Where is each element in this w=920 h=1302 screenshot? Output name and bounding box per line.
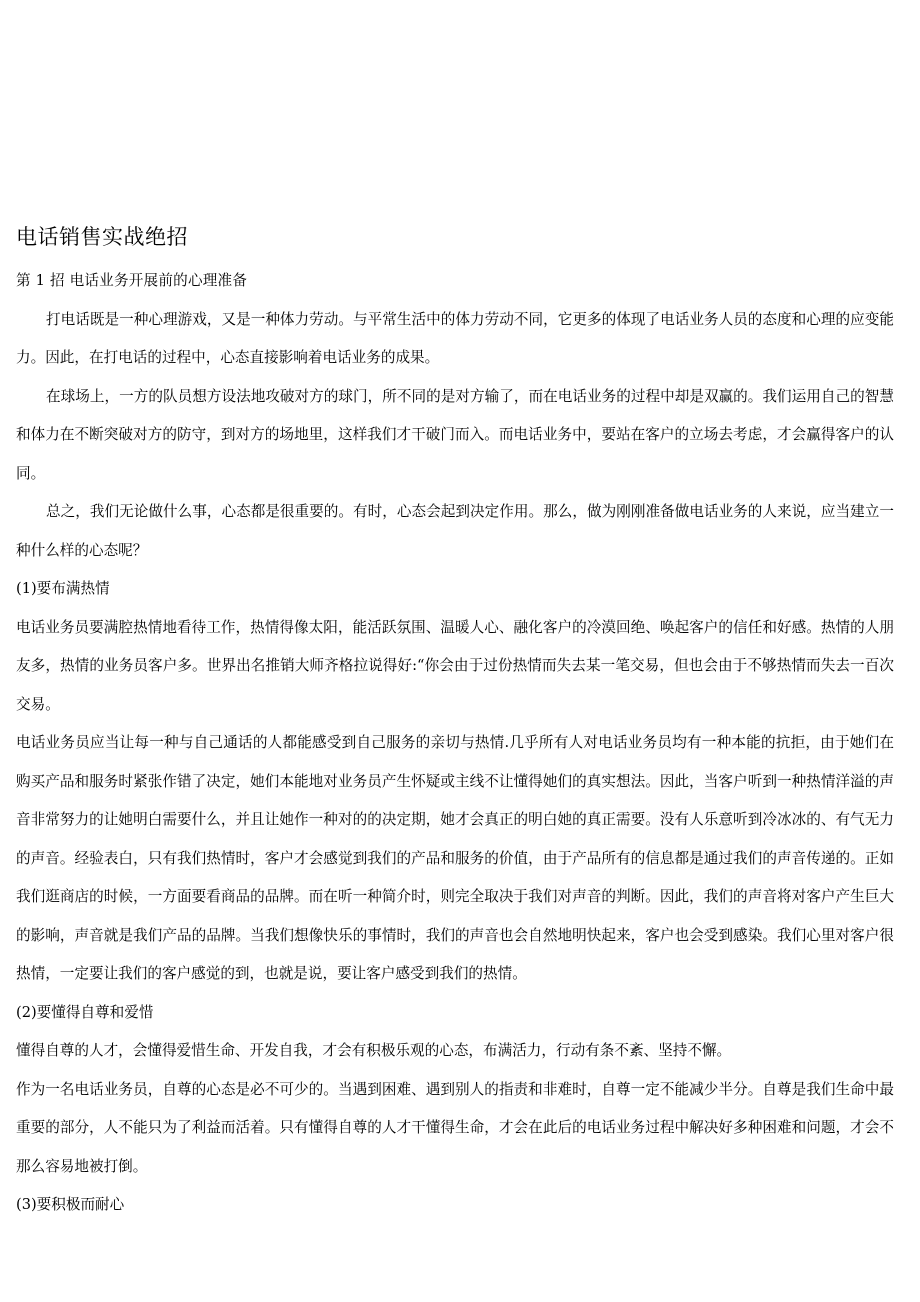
enthusiasm-paragraph-1: 电话业务员要满腔热情地看待工作，热情得像太阳，能活跃氛围、温暖人心、融化客户的冷漠回绝、唤起客户的信任和好感。热情的人朋友多，热情的业务员客户多。世界出名推销大师齐格拉说得好:“你会由于过份热情而失去某一笔交易，但也会由于不够热情而失去一百次交易。	[16, 618, 894, 713]
self-respect-paragraph-1: 懂得自尊的人才，会懂得爱惜生命、开发自我，才会有积极乐观的心态，布满活力，行动有条不紊、坚持不懈。	[16, 1042, 732, 1059]
document-title: 电话销售实战绝招	[16, 225, 188, 249]
intro-paragraph-3: 总之，我们无论做什么事，心态都是很重要的。有时，心态会起到决定作用。那么，做为刚刚准备做电话业务的人来说，应当建立一种什么样的心态呢？	[16, 503, 894, 559]
section-heading: 第 1 招 电话业务开展前的心理准备	[16, 272, 248, 289]
enthusiasm-paragraph-2: 电话业务员应当让每一种与自己通话的人都能感受到自己服务的亲切与热情.几乎所有人对电话业务员均有一种本能的抗拒，由于她们在购买产品和服务时紧张作错了决定，她们本能地对业务员产生怀疑或主线不让懂得她们的真实想法。因此，当客户听到一种热情洋溢的声音非常努力的让她明白需要什么，并且让她作一种对的的决定期，她才会真正的明白她的真正需要。没有人乐意听到冷冰冰的、有气无力的声音。经验表白，只有我们热情时，客户才会感觉到我们的产品和服务的价值，由于产品所有的信息都是通过我们的声音传递的。正如我们逛商店的时候，一方面要看商品的品牌。而在听一种简介时，则完全取决于我们对声音的判断。因此，我们的声音将对客户产生巨大的影响，声音就是我们产品的品牌。当我们想像快乐的事情时，我们的声音也会自然地明快起来，客户也会受到感染。我们心里对客户很热情，一定要让我们的客户感觉的到，也就是说，要让客户感受到我们的热情。	[16, 734, 894, 982]
document-body	[16, 262, 894, 1225]
subheading-self-respect: (2)要懂得自尊和爱惜	[16, 1003, 154, 1021]
subheading-positive-patient: (3)要积极而耐心	[16, 1196, 125, 1213]
intro-paragraph-1: 打电话既是一种心理游戏，又是一种体力劳动。与平常生活中的体力劳动不同，它更多的体现了电话业务人员的态度和心理的应变能力。因此，在打电话的过程中，心态直接影响着电话业务的成果。	[16, 310, 894, 366]
subheading-enthusiasm: (1)要布满热情	[16, 580, 110, 597]
self-respect-paragraph-2: 作为一名电话业务员，自尊的心态是必不可少的。当遇到困难、遇到别人的指责和非难时，自尊一定不能减少半分。自尊是我们生命中最重要的部分，人不能只为了利益而活着。只有懂得自尊的人才干懂得生命，才会在此后的电话业务过程中解决好多种困难和问题，才会不那么容易地被打倒。	[16, 1080, 894, 1175]
intro-paragraph-2: 在球场上，一方的队员想方设法地攻破对方的球门，所不同的是对方输了，而在电话业务的过程中却是双赢的。我们运用自己的智慧和体力在不断突破对方的防守，到对方的场地里，这样我们才干破门而入。而电话业务中，要站在客户的立场去考虑，才会赢得客户的认同。	[16, 387, 894, 482]
